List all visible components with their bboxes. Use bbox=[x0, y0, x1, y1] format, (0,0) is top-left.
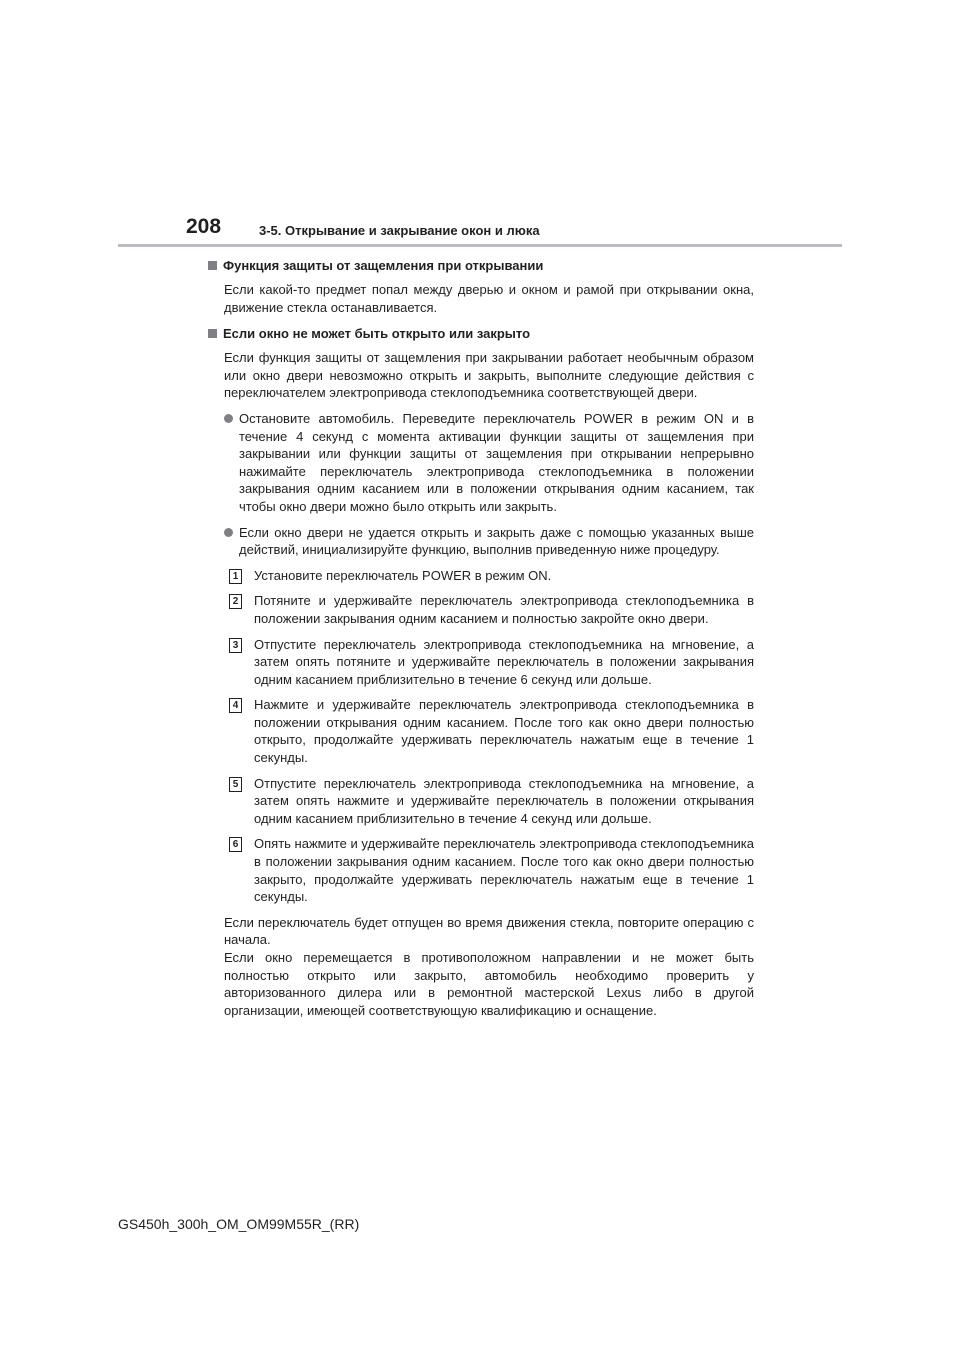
section-paragraph: Если какой-то предмет попал между дверью и окном и рамой при открывании окна, движение стекла останавливается. bbox=[224, 282, 754, 315]
step-text: Отпустите переключатель электропривода стеклоподъемника на мгновение, а затем опять потяните и удерживайте переключатель в положении закрывания одним касанием приблизительно в течение 6 секунд или дольше. bbox=[254, 636, 754, 687]
section-title: 3-5. Открывание и закрывание окон и люка bbox=[259, 223, 540, 238]
heading-text: Функция защиты от защемления при открывании bbox=[223, 258, 544, 273]
closing-paragraph: Если окно перемещается в противоположном направлении и не может быть полностью открыто или закрыто, автомобиль необходимо проверить у авторизованного дилера или в ремонтной мастерской Lexus либо в другой организации, имеющей соответствующую квалификацию и оснащение. bbox=[224, 950, 754, 1018]
step-text: Потяните и удерживайте переключатель электропривода стеклоподъемника в положении закрывания одним касанием и полностью закройте окно двери. bbox=[254, 593, 754, 626]
step-text: Установите переключатель POWER в режим ON. bbox=[254, 567, 552, 583]
step-number-badge: 2 bbox=[229, 594, 242, 609]
step-number-badge: 6 bbox=[229, 837, 242, 852]
step-text: Опять нажмите и удерживайте переключатель электропривода стеклоподъемника в положении закрывания одним касанием. После того как окно двери полностью закрыто, продолжайте удерживать переключатель нажатым еще в течение 1 секунды. bbox=[254, 836, 754, 905]
section-paragraph: Если функция защиты от защемления при закрывании работает необычным образом или окно двери невозможно открыть и закрыть, выполните следующие действия с переключателем электропривода стеклоподъемника соответствующей двери. bbox=[224, 350, 754, 401]
page-content bbox=[208, 256, 754, 1019]
step-number-badge: 3 bbox=[229, 638, 242, 653]
section-heading-pinch-open bbox=[208, 256, 754, 275]
bullet-text: Остановите автомобиль. Переведите переключатель POWER в режим ON и в течение 4 секунд с момента активации функции защиты от защемления при закрывании или функции защиты от защемления при открывании непрерывно нажимайте переключатель электропривода стеклоподъемника в положении закрывания одним касанием или в положении открывания одним касанием, так чтобы окно двери можно было открыть или закрыть. bbox=[239, 410, 754, 514]
step-text: Нажмите и удерживайте переключатель электропривода стеклоподъемника в положении открывания одним касанием. После того как окно двери полностью открыто, продолжайте удерживать переключатель нажатым еще в течение 1 секунды. bbox=[254, 697, 754, 766]
step-item bbox=[208, 567, 754, 585]
step-number-badge: 5 bbox=[229, 777, 242, 792]
closing-paragraph: Если переключатель будет отпущен во время движения стекла, повторите операцию с начала. bbox=[224, 914, 754, 948]
circle-bullet-icon bbox=[224, 528, 233, 537]
square-bullet-icon bbox=[208, 261, 217, 270]
step-item bbox=[208, 835, 754, 905]
bullet-text: Если окно двери не удается открыть и закрыть даже с помощью указанных выше действий, инициализируйте функцию, выполнив приведенную ниже процедуру. bbox=[239, 524, 754, 558]
step-item bbox=[208, 592, 754, 627]
step-number-badge: 1 bbox=[229, 569, 242, 584]
step-item bbox=[208, 636, 754, 689]
bullet-item bbox=[208, 524, 754, 559]
page-number: 208 bbox=[186, 215, 222, 238]
document-code: GS450h_300h_OM_OM99M55R_(RR) bbox=[118, 1216, 360, 1232]
step-text: Отпустите переключатель электропривода стеклоподъемника на мгновение, а затем опять нажмите и удерживайте переключатель в положении открывания одним касанием приблизительно в течение 4 секунд или дольше. bbox=[254, 775, 754, 826]
step-item bbox=[208, 775, 754, 828]
bullet-item bbox=[208, 410, 754, 516]
heading-text: Если окно не может быть открыто или закрыто bbox=[223, 326, 531, 342]
circle-bullet-icon bbox=[224, 414, 233, 423]
section-heading-window-stuck bbox=[208, 324, 754, 343]
step-item bbox=[208, 696, 754, 766]
header-divider bbox=[118, 244, 842, 247]
square-bullet-icon bbox=[208, 329, 217, 338]
step-number-badge: 4 bbox=[229, 698, 242, 713]
